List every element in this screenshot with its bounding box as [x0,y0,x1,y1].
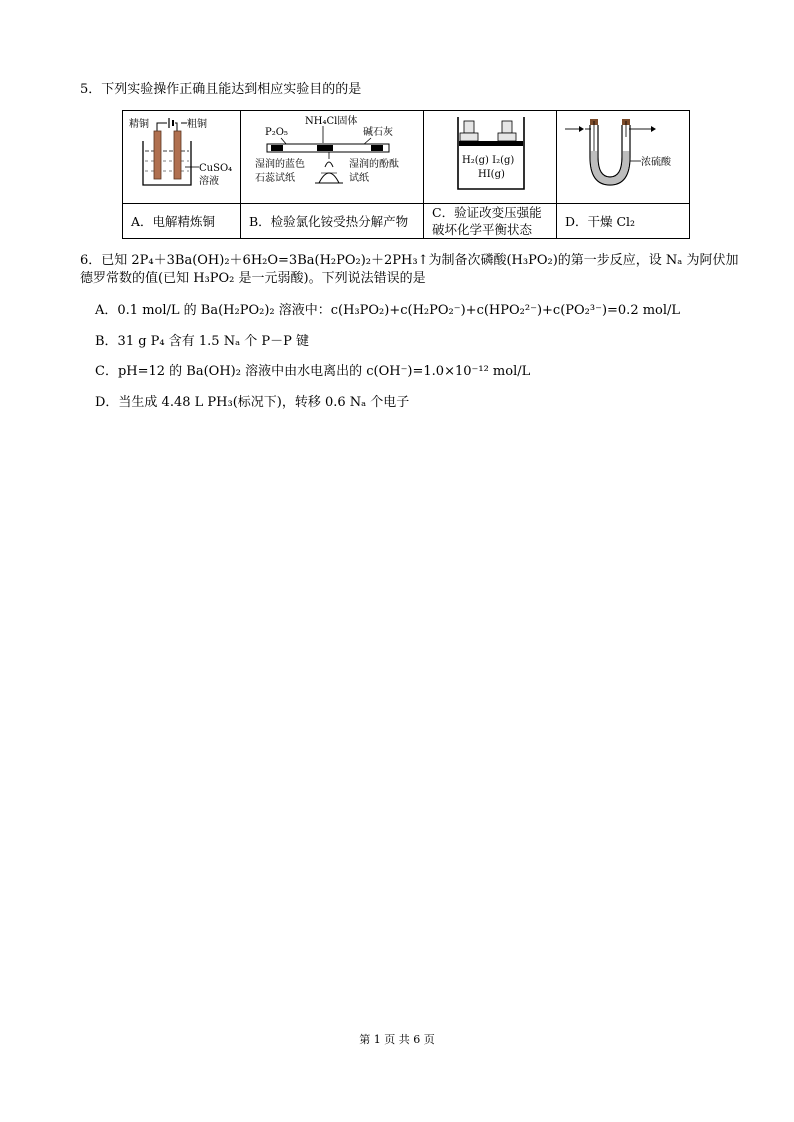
q6-option-a: A．0.1 mol/L 的 Ba(H₂PO₂)₂ 溶液中：c(H₃PO₂)+c(H₂PO₂⁻)+c(HPO₂²⁻)+c(PO₂³⁻)=0.2 mol/L [95,303,681,318]
fig-b-left-top-label: P₂O₅ [265,127,288,138]
page-footer: 第 1 页 共 6 页 [359,1033,435,1046]
fig-b-left-bottom-1: 湿润的蓝色 [255,159,305,170]
q6-stem-line2: 德罗常数的值(已知 H₃PO₂ 是一元弱酸)。下列说法错误的是 [80,271,426,286]
fig-c-equilibrium [424,111,557,204]
q5-option-c [424,204,557,239]
fig-c-line1: H₂(g) I₂(g) [462,155,515,166]
q6-option-b: B．31 g P₄ 含有 1.5 Nₐ 个 P－P 键 [95,334,309,349]
fig-b-nh4cl-test [241,111,424,204]
fig-d-u-tube [557,111,690,204]
q5-option-a: A．电解精炼铜 [123,204,241,239]
fig-b-right-top-label: 碱石灰 [363,127,393,138]
q5-stem: 5．下列实验操作正确且能达到相应实验目的的是 [80,82,362,97]
fig-a-left-label: 精铜 [129,119,149,130]
q5-option-d: D．干燥 Cl₂ [557,204,690,239]
q6-option-d: D．当生成 4.48 L PH₃(标况下)，转移 0.6 Nₐ 个电子 [95,395,410,410]
q5-experiment-table [122,110,690,239]
fig-b-left-bottom-2: 石蕊试纸 [255,173,295,184]
fig-b-right-bottom-2: 试纸 [349,173,369,184]
fig-c-line2: HI(g) [478,169,505,180]
fig-b-top-label: NH₄Cl固体 [305,116,358,127]
fig-d-label: 浓硫酸 [641,157,671,168]
fig-b-right-bottom-1: 湿润的酚酞 [349,159,399,170]
fig-a-solution-formula: CuSO₄ [199,163,233,174]
fig-a-right-label: 粗铜 [187,119,207,130]
q5-option-b: B．检验氯化铵受热分解产物 [241,204,424,239]
fig-a-solution-word: 溶液 [199,176,219,187]
fig-a-electrolysis [123,111,241,204]
q6-stem-line1: 6．已知 2P₄＋3Ba(OH)₂＋6H₂O=3Ba(H₂PO₂)₂＋2PH₃↑为制备次磷酸(H₃PO₂)的第一步反应，设 Nₐ 为阿伏加 [80,253,739,268]
q5-option-c-line1: C．验证改变压强能 [432,205,542,220]
q6-option-c: C．pH=12 的 Ba(OH)₂ 溶液中由水电离出的 c(OH⁻)=1.0×10⁻¹² mol/L [95,364,531,379]
q5-option-c-line2: 破坏化学平衡状态 [432,222,533,237]
